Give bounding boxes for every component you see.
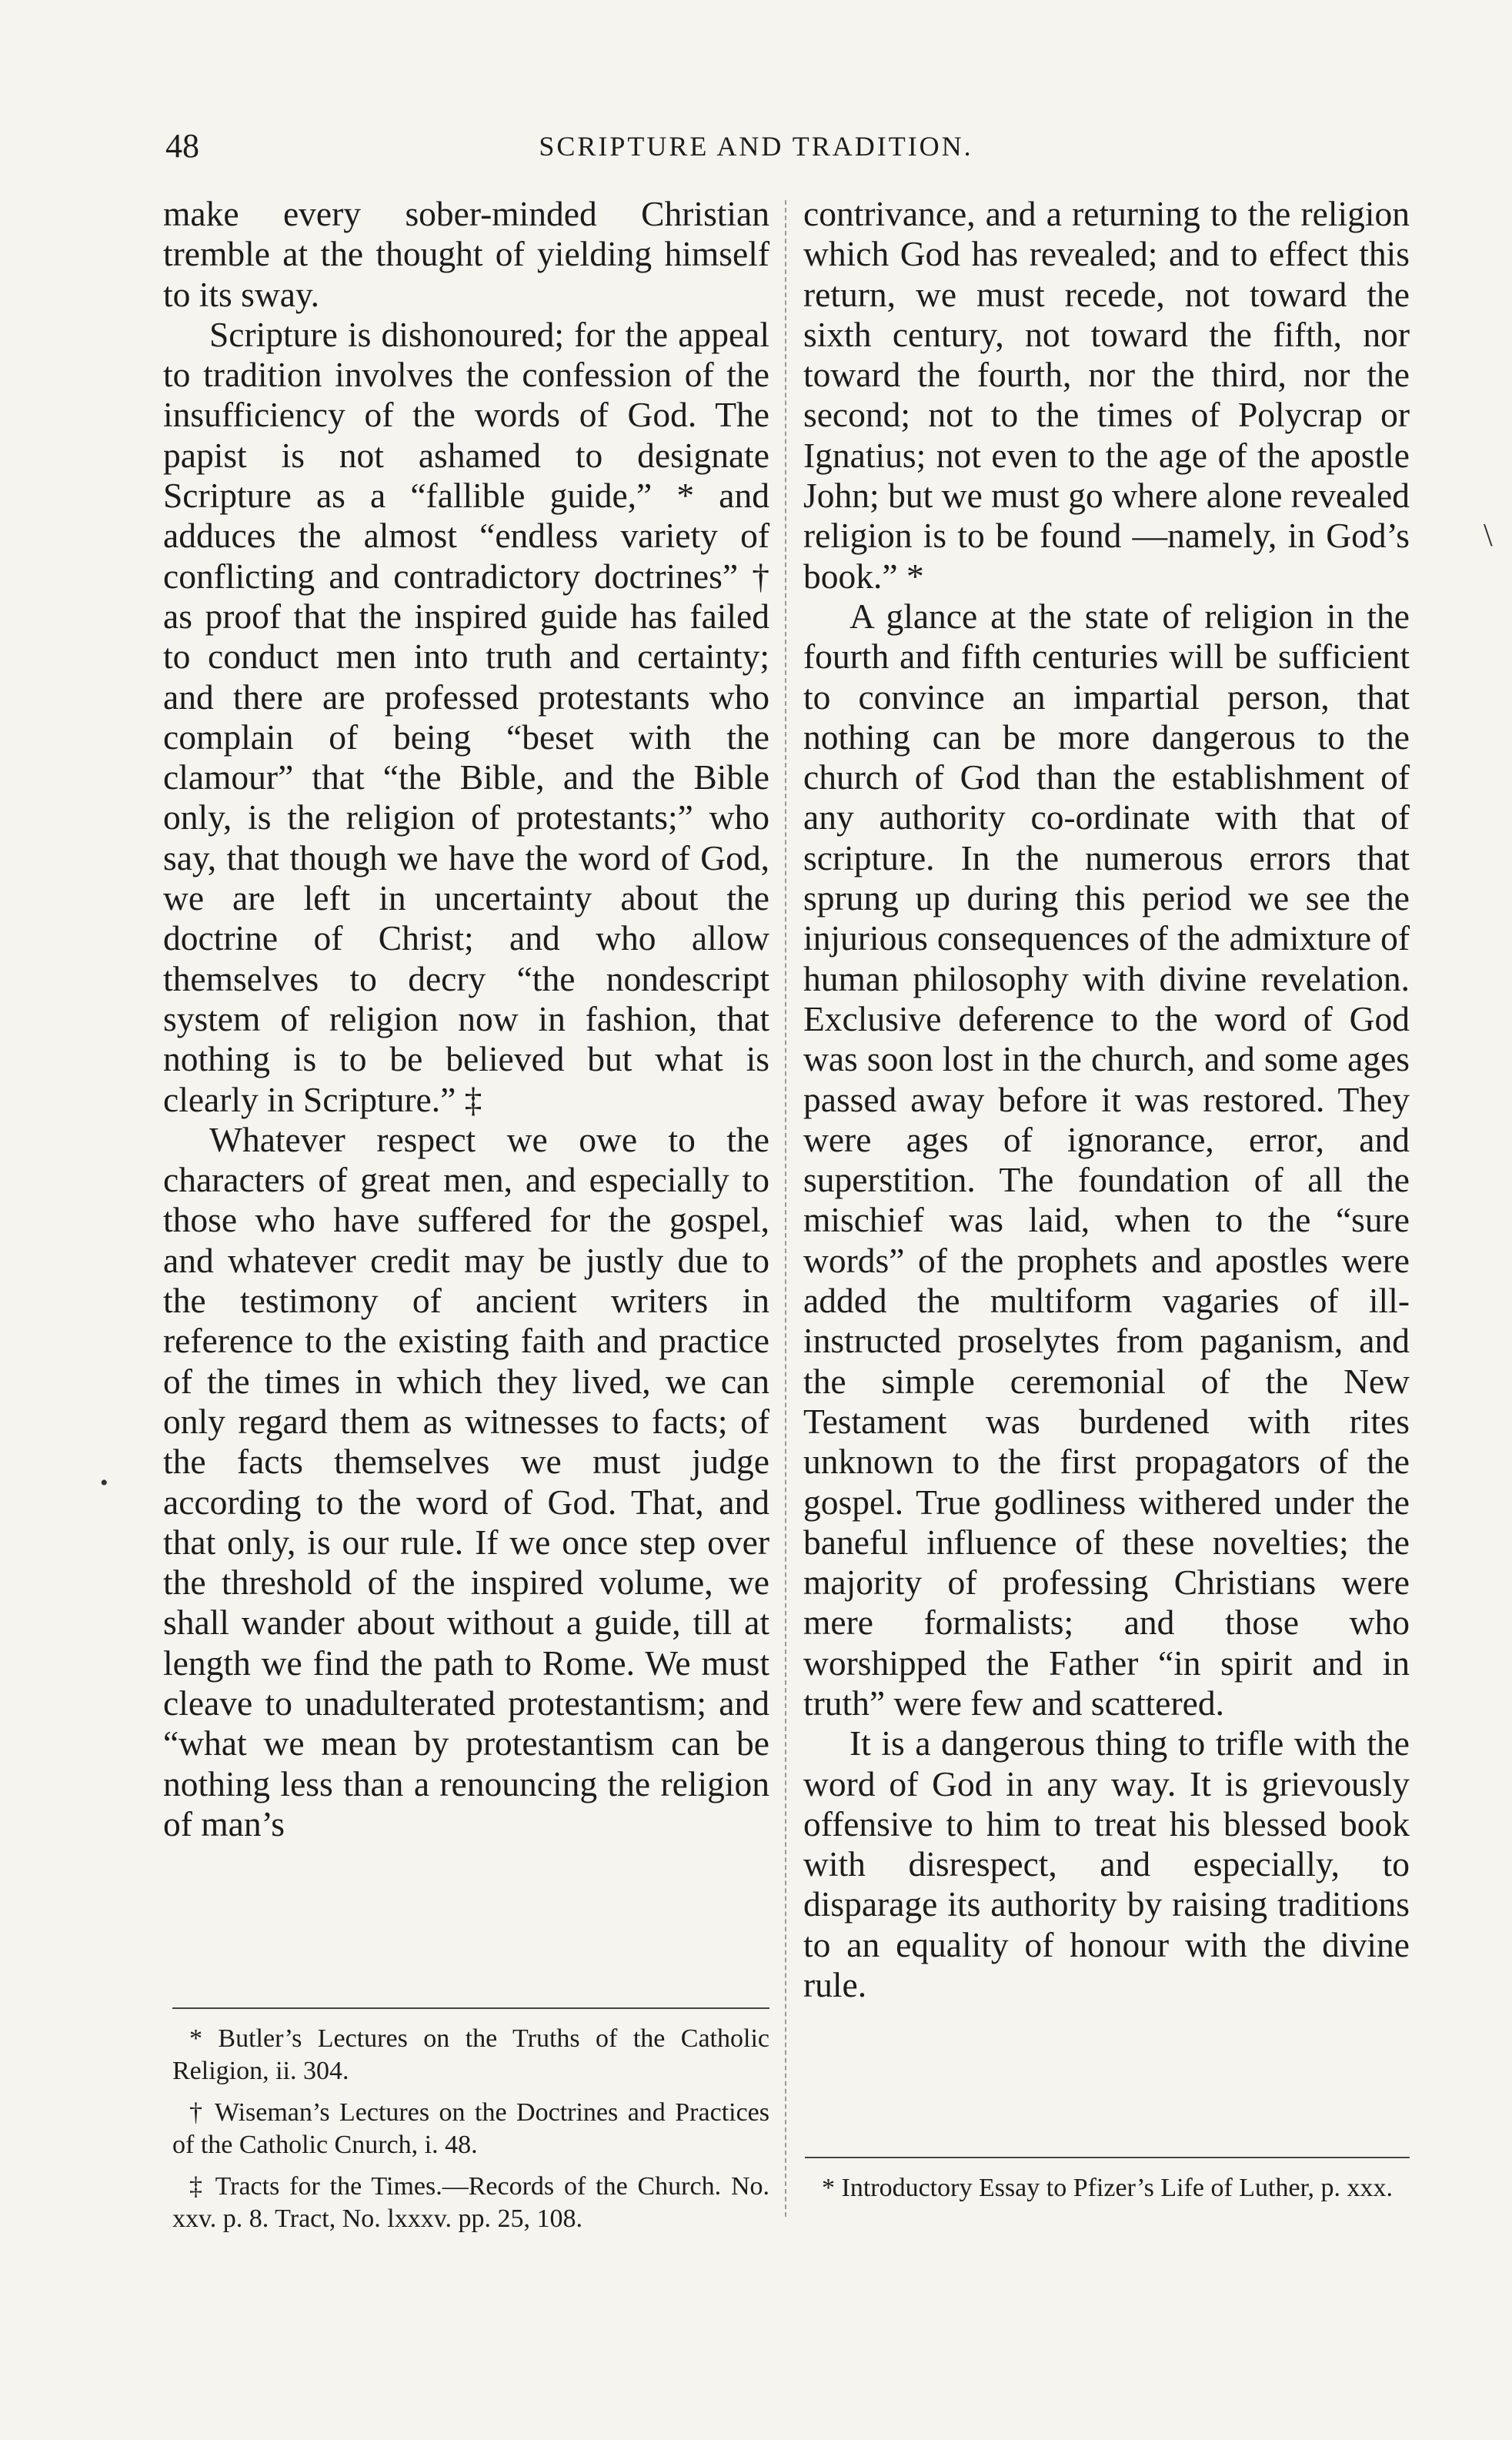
footnote-tracts: ‡ Tracts for the Times.—Records of the Church. No. xxv. p. 8. Tract, No. lxxxv. pp. 25, 108.	[172, 2172, 769, 2233]
left-paragraph-2: Scripture is dishonoured; for the appeal to tradition involves the confession of the insufficiency of the words of God. The papist is not ashamed to designate Scripture as a “fallible guide,” * and adduces the almost “endless variety of conflicting and contradictory doctrines” † as proof that the inspired guide has failed to conduct men into truth and certainty; and there are professed protestants who complain of being “beset with the clamour” that “the Bible, and the Bible only, is the religion of protestants;” who say, that though we have the word of God, we are left in uncertainty about the doctrine of Christ; and who allow themselves to decry “the nondescript system of religion now in fashion, that nothing is to be believed but what is clearly in Scripture.” ‡	[163, 314, 769, 1119]
right-footnotes	[805, 2157, 1410, 2214]
left-footnotes	[172, 2007, 769, 2244]
right-paragraph-3: It is a dangerous thing to trifle with the word of God in any way. It is grievously offensive to him to treat his blessed book with disrespect, and especially, to disparage its authority by raising traditions to an equality of honour with the divine rule.	[803, 1723, 1410, 2005]
footnote-pfizer: * Introductory Essay to Pfizer’s Life of Luther, p. xxx.	[822, 2174, 1394, 2202]
column-divider	[785, 200, 786, 2217]
left-column	[163, 194, 769, 1844]
left-paragraph-1: make every sober-minded Christian tremble at the thought of yielding himself to its sway.	[163, 194, 769, 314]
footnote-wiseman: † Wiseman’s Lectures on the Doctrines and Practices of the Catholic Cnurch, i. 48.	[172, 2098, 769, 2159]
footnote-rule	[172, 2007, 769, 2009]
page-number: 48	[165, 127, 199, 165]
margin-tick-mark: \	[1484, 518, 1493, 553]
right-column	[803, 194, 1410, 2005]
footnote-rule	[805, 2157, 1410, 2158]
running-title: SCRIPTURE AND TRADITION.	[539, 131, 973, 162]
footnote-butler: * Butler’s Lectures on the Truths of the Catholic Religion, ii. 304.	[172, 2024, 769, 2085]
left-paragraph-3: Whatever respect we owe to the characters of great men, and especially to those who have suffered for the gospel, and whatever credit may be justly due to the testimony of ancient writers in reference to the existing faith and practice of the times in which they lived, we can only regard them as witnesses to facts; of the facts themselves we must judge according to the word of God. That, and that only, is our rule. If we once step over the threshold of the inspired volume, we shall wander about without a guide, till at length we find the path to Rome. We must cleave to unadulterated protestantism; and “what we mean by protestantism can be nothing less than a renouncing the religion of man’s	[163, 1119, 769, 1843]
right-paragraph-1: contrivance, and a returning to the religion which God has revealed; and to effect this return, we must recede, not toward the sixth century, not toward the fifth, nor toward the fourth, nor the third, nor the second; not to the times of Polycrap or Ignatius; not even to the age of the apostle John; but we must go where alone revealed religion is to be found —namely, in God’s book.” *	[803, 194, 1410, 596]
margin-dot-mark: •	[100, 1470, 108, 1496]
right-paragraph-2: A glance at the state of religion in the fourth and fifth centuries will be sufficient to convince an impartial person, that nothing can be more dangerous to the church of God than the establishment of any authority co-ordinate with that of scripture. In the numerous errors that sprung up during this period we see the injurious consequences of the admixture of human philosophy with divine revelation. Exclusive deference to the word of God was soon lost in the church, and some ages passed away before it was restored. They were ages of ignorance, error, and superstition. The foundation of all the mischief was laid, when to the “sure words” of the prophets and apostles were added the multiform vagaries of ill-instructed proselytes from paganism, and the simple ceremonial of the New Testament was burdened with rites unknown to the first propagators of the gospel. True godliness withered under the baneful influence of these novelties; the majority of professing Christians were mere formalists; and those who worshipped the Father “in spirit and in truth” were few and scattered.	[803, 596, 1410, 1723]
